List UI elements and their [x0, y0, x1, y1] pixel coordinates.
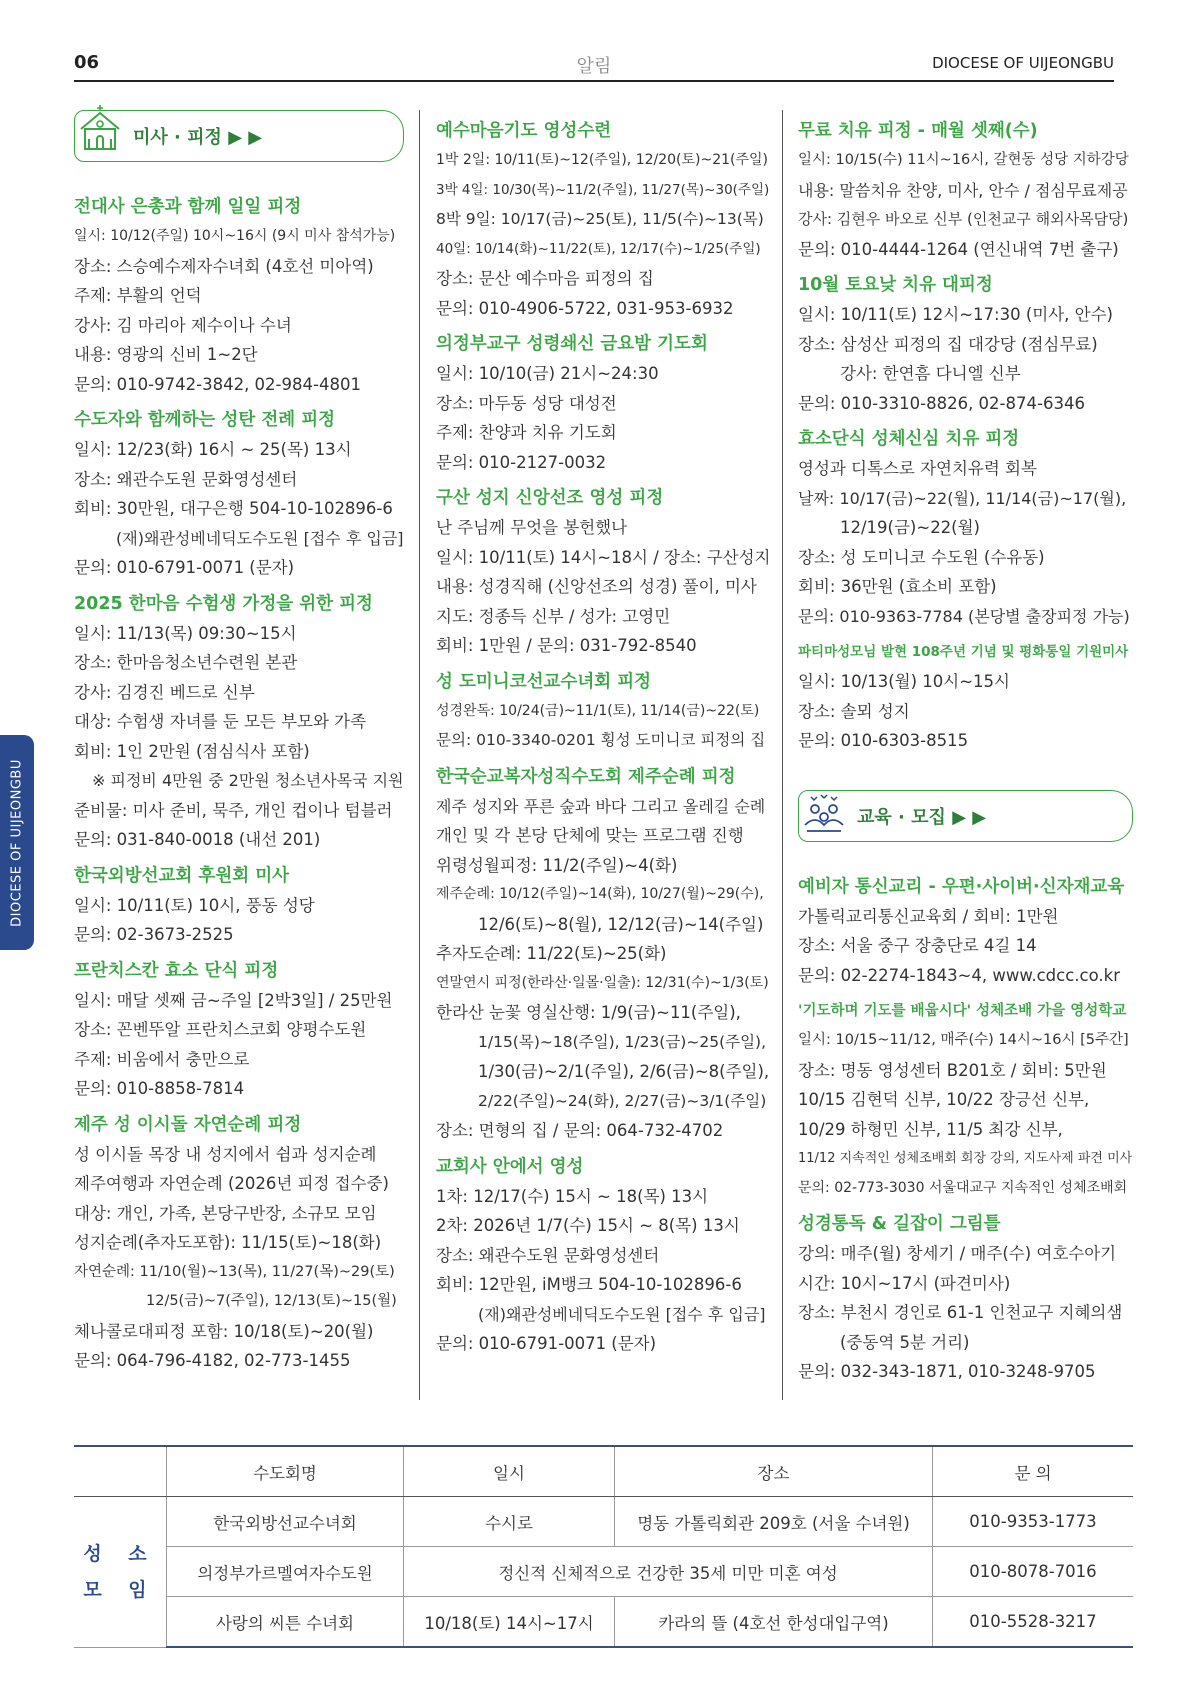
event-detail-line: 문의: 02-773-3030 서울대교구 지속적인 성체조배회 [798, 1179, 1128, 1196]
event-detail-line: 추자도순례: 11/22(토)~25(화) [436, 944, 667, 963]
education-banner-title: 교육 · 모집 ▶ ▶ [857, 806, 987, 828]
page-number: 06 [74, 52, 100, 73]
event-detail-line: 문의: 064-796-4182, 02-773-1455 [74, 1351, 351, 1370]
section-title: 알림 [576, 56, 612, 77]
table-row [74, 1547, 1133, 1597]
event-detail-line: 문의: 010-3310-8826, 02-874-6346 [798, 393, 1085, 413]
event-detail-line: 1/15(목)~18(주일), 1/23(금)~25(주일), [478, 1032, 767, 1051]
event-title: 교회사 안에서 영성 [436, 1156, 584, 1177]
vocation-label-line2: 모 임 [83, 1578, 157, 1601]
event-detail-line: 연말연시 피정(한라산·일몰·일출): 12/31(수)~1/3(토) [436, 974, 769, 991]
side-tab-label: DIOCESE OF UIJEONGBU [9, 758, 25, 927]
event-detail-line: 문의: 010-6791-0071 (문자) [436, 1334, 657, 1353]
event-detail-line: 장소: 왜관수도원 문화영성센터 [436, 1245, 660, 1265]
event-detail-line: 장소: 마두동 성당 대성전 [436, 393, 617, 413]
event-detail-line: 강사: 김 마리아 제수이나 수녀 [74, 315, 292, 335]
event-detail-line: 회비: 30만원, 대구은행 504-10-102896-6 [74, 499, 393, 518]
education-banner [798, 790, 1133, 842]
event-detail-line: 문의: 010-2127-0032 [436, 452, 607, 472]
event-detail-line: 장소: 부천시 경인로 61-1 인천교구 지혜의샘 [798, 1303, 1123, 1322]
column-3-entries-education [798, 872, 1133, 1387]
event-detail-line: 개인 및 각 본당 단체에 맞는 프로그램 진행 [436, 826, 744, 845]
event-detail-line: 회비: 36만원 (효소비 포함) [798, 577, 997, 596]
row-name: 한국외방선교수녀회 [167, 1497, 404, 1547]
event-detail-line: 문의: 010-6791-0071 (문자) [74, 558, 295, 577]
event-detail-line: 성경완독: 10/24(금)~11/1(토), 11/14(금)~22(토) [436, 702, 760, 719]
column-1 [74, 110, 404, 1376]
event-detail-line: 문의: 02-3673-2525 [74, 925, 234, 944]
event-title: 성 도미니코선교수녀회 피정 [436, 671, 652, 692]
event-detail-line: 날짜: 10/17(금)~22(월), 11/14(금)~17(월), [798, 488, 1127, 508]
row-date: 10/18(토) 14시~17시 [404, 1597, 615, 1648]
row-date: 수시로 [404, 1497, 615, 1547]
event-detail-line: 회비: 12만원, iM뱅크 504-10-102896-6 [436, 1275, 742, 1294]
event-detail-line: 문의: 031-840-0018 (내선 201) [74, 830, 321, 849]
event-detail-line: 난 주님께 무엇을 봉헌했나 [436, 518, 628, 537]
table-header-name: 수도회명 [167, 1446, 404, 1497]
table-header-row [74, 1446, 1133, 1497]
event-detail-line: 12/5(금)~7(주일), 12/13(토)~15(월) [146, 1293, 397, 1309]
event-detail-line: 문의: 010-9363-7784 (본당별 출장피정 가능) [798, 606, 1130, 626]
event-title: '기도하며 기도를 배웁시다' 성체조배 가을 영성학교 [798, 1003, 1127, 1019]
row-contact: 010-9353-1773 [933, 1497, 1134, 1547]
event-detail-line: 1차: 12/17(수) 15시 ~ 18(목) 13시 [436, 1186, 709, 1206]
event-detail-line: 일시: 10/11(토) 14시~18시 / 장소: 구산성지 [436, 547, 771, 567]
row-name: 사랑의 씨튼 수녀회 [167, 1597, 404, 1648]
event-detail-line: 강사: 김경진 베드로 신부 [74, 682, 255, 702]
column-2-entries [436, 116, 770, 1359]
event-detail-line: 일시: 10/12(주일) 10시~16시 (9시 미사 참석가능) [74, 228, 396, 244]
table-header-corner [74, 1446, 167, 1497]
event-title: 수도자와 함께하는 성탄 전례 피정 [74, 410, 336, 430]
event-detail-line: 성 이시돌 목장 내 성지에서 쉼과 성지순례 [74, 1144, 377, 1164]
event-detail-line: 문의: 010-9742-3842, 02-984-4801 [74, 374, 361, 394]
event-detail-line: 장소: 삼성산 피정의 집 대강당 (점심무료) [798, 334, 1098, 354]
event-detail-line: (중동역 5분 거리) [840, 1332, 970, 1352]
event-detail-line: 2차: 2026년 1/7(수) 15시 ~ 8(목) 13시 [436, 1216, 740, 1235]
event-detail-line: 제주순례: 10/12(주일)~14(화), 10/27(월)~29(수), [436, 886, 764, 902]
event-detail-line: 가톨릭교리통신교육회 / 회비: 1만원 [798, 906, 1059, 926]
event-detail-line: 한라산 눈꽃 영실산행: 1/9(금)~11(주일), [436, 1003, 741, 1022]
event-detail-line: 장소: 스승예수제자수녀회 (4호선 미아역) [74, 256, 374, 276]
event-detail-line: 문의: 010-4906-5722, 031-953-6932 [436, 298, 734, 318]
event-detail-line: 10/15 김현덕 신부, 10/22 장긍선 신부, [798, 1090, 1090, 1109]
event-detail-line: 회비: 1만원 / 문의: 031-792-8540 [436, 636, 697, 655]
event-detail-line: 준비물: 미사 준비, 묵주, 개인 컵이나 텀블러 [74, 800, 393, 820]
event-detail-line: 10/29 하형민 신부, 11/5 최강 신부, [798, 1119, 1063, 1139]
table-header-place: 장소 [615, 1446, 933, 1497]
table-row [74, 1497, 1133, 1547]
event-detail-line: 일시: 10/15(수) 11시~16시, 갈현동 성당 지하강당 [798, 152, 1129, 168]
diocese-title: DIOCESE OF UIJEONGBU [932, 54, 1114, 72]
event-detail-line: 체나콜로대피정 포함: 10/18(토)~20(월) [74, 1321, 374, 1341]
event-detail-line: 강사: 김현우 바오로 신부 (인천교구 해외사목담당) [798, 210, 1129, 228]
event-detail-line: 40일: 10/14(화)~11/22(토), 12/17(수)~1/25(주일) [436, 240, 761, 257]
row-place: 카라의 뜰 (4호선 한성대입구역) [615, 1597, 933, 1648]
event-detail-line: 대상: 수험생 자녀를 둔 모든 부모와 가족 [74, 712, 367, 731]
event-detail-line: 내용: 성경직해 (신앙선조의 성경) 풀이, 미사 [436, 577, 757, 596]
event-title: 한국외방선교회 후원회 미사 [74, 865, 290, 886]
event-title: 구산 성지 신앙선조 영성 피정 [436, 488, 664, 508]
row-contact: 010-8078-7016 [933, 1547, 1134, 1597]
event-detail-line: 회비: 1인 2만원 (점심식사 포함) [74, 741, 310, 761]
vocation-label [74, 1497, 167, 1648]
event-detail-line: 문의: 010-3340-0201 횡성 도미니코 피정의 집 [436, 731, 766, 749]
event-detail-line: 장소: 솔뫼 성지 [798, 701, 910, 721]
vocation-label-line1: 성 소 [83, 1542, 157, 1565]
event-detail-line: 장소: 한마음청소년수련원 본관 [74, 653, 298, 672]
event-title: 2025 한마음 수험생 가정을 위한 피정 [74, 593, 373, 614]
event-title: 제주 성 이시돌 자연순례 피정 [74, 1114, 302, 1135]
event-detail-line: 장소: 문산 예수마음 피정의 집 [436, 269, 654, 288]
event-detail-line: 대상: 개인, 가족, 본당구반장, 소규모 모임 [74, 1203, 377, 1223]
event-title: 전대사 은총과 함께 일일 피정 [74, 197, 302, 217]
event-detail-line: 문의: 010-4444-1264 (연신내역 7번 출구) [798, 239, 1119, 259]
event-detail-line: 주제: 비움에서 충만으로 [74, 1049, 250, 1069]
event-detail-line: 내용: 말씀치유 찬양, 미사, 안수 / 점심무료제공 [798, 180, 1128, 200]
event-detail-line: 주제: 부활의 언덕 [74, 286, 202, 305]
page-header [74, 52, 1114, 82]
event-detail-line: (재)왜관성베네딕도수도원 [접수 후 입금] [116, 528, 404, 548]
event-detail-line: 3박 4일: 10/30(목)~11/2(주일), 11/27(목)~30(주일) [436, 181, 770, 198]
event-detail-line: 일시: 10/10(금) 21시~24:30 [436, 364, 659, 383]
row-name: 의정부가르멜여자수도원 [167, 1547, 404, 1597]
event-title: 예비자 통신교리 - 우편·사이버·신자재교육 [798, 876, 1125, 897]
event-detail-line: 12/19(금)~22(월) [840, 518, 980, 537]
event-detail-line: 성지순례(추자도포함): 11/15(토)~18(화) [74, 1233, 382, 1252]
event-detail-line: 시간: 10시~17시 (파견미사) [798, 1273, 1011, 1293]
mass-retreat-banner-title: 미사 · 피정 ▶ ▶ [133, 127, 263, 148]
column-3 [798, 110, 1133, 1387]
event-detail-line: 제주 성지와 푸른 숲과 바다 그리고 올레길 순례 [436, 796, 766, 816]
event-title: 예수마음기도 영성수련 [436, 121, 612, 141]
event-detail-line: 강사: 한연흠 다니엘 신부 [840, 364, 1021, 383]
event-detail-line: 위령성월피정: 11/2(주일)~4(화) [436, 855, 678, 875]
event-detail-line: 문의: 010-6303-8515 [798, 731, 969, 750]
event-detail-line: 자연순례: 11/10(월)~13(목), 11/27(목)~29(토) [74, 1263, 395, 1280]
event-detail-line: ※ 피정비 4만원 중 2만원 청소년사목국 지원 [92, 771, 404, 790]
event-detail-line: 장소: 왜관수도원 문화영성센터 [74, 469, 298, 489]
event-title: 10월 토요낮 치유 대피정 [798, 275, 993, 295]
row-contact: 010-5528-3217 [933, 1597, 1134, 1648]
event-detail-line: 장소: 명동 영성센터 B201호 / 회비: 5만원 [798, 1060, 1107, 1080]
event-title: 의정부교구 성령쇄신 금요밤 기도회 [436, 334, 708, 354]
event-detail-line: 장소: 성 도미니코 수도원 (수유동) [798, 547, 1045, 567]
event-detail-line: 장소: 꼰벤뚜알 프란치스코회 양평수도원 [74, 1020, 367, 1039]
mass-retreat-banner [74, 110, 404, 162]
event-detail-line: (재)왜관성베네딕도수도원 [접수 후 입금] [478, 1304, 766, 1324]
column-divider [782, 110, 783, 1400]
event-detail-line: 일시: 12/23(화) 16시 ~ 25(목) 13시 [74, 440, 352, 459]
row-place: 명동 가톨릭회관 209호 (서울 수녀원) [615, 1497, 933, 1547]
table-header-date: 일시 [404, 1446, 615, 1497]
group-people-icon [801, 785, 847, 837]
event-title: 성경통독 & 길잡이 그림틀 [798, 1214, 1001, 1234]
event-detail-line: 일시: 10/11(토) 10시, 풍동 성당 [74, 895, 315, 915]
event-detail-line: 지도: 정종득 신부 / 성가: 고영민 [436, 606, 671, 626]
event-detail-line: 영성과 디톡스로 자연치유력 회복 [798, 459, 1037, 478]
event-detail-line: 문의: 032-343-1871, 010-3248-9705 [798, 1362, 1096, 1381]
column-divider [419, 110, 420, 1400]
event-detail-line: 일시: 매달 셋째 금~주일 [2박3일] / 25만원 [74, 990, 393, 1010]
event-detail-line: 제주여행과 자연순례 (2026년 피정 접수중) [74, 1174, 389, 1193]
event-title: 무료 치유 피정 - 매월 셋째(수) [798, 121, 1038, 141]
side-tab [0, 735, 34, 950]
event-detail-line: 강의: 매주(월) 창세기 / 매주(수) 여호수아기 [798, 1244, 1117, 1263]
event-detail-line: 1박 2일: 10/11(토)~12(주일), 12/20(토)~21(주일) [436, 152, 769, 168]
event-detail-line: 장소: 면형의 집 / 문의: 064-732-4702 [436, 1121, 724, 1140]
row-merged-info: 정신적 신체적으로 건강한 35세 미만 미혼 여성 [404, 1547, 933, 1597]
table-row [74, 1597, 1133, 1648]
event-detail-line: 내용: 영광의 신비 1~2단 [74, 345, 258, 364]
event-title: 한국순교복자성직수도회 제주순례 피정 [436, 766, 736, 787]
event-detail-line: 일시: 10/11(토) 12시~17:30 (미사, 안수) [798, 305, 1113, 324]
vocation-meetings-table [74, 1445, 1133, 1648]
event-detail-line: 1/30(금)~2/1(주일), 2/6(금)~8(주일), [478, 1062, 770, 1081]
event-detail-line: 문의: 010-8858-7814 [74, 1079, 245, 1098]
column-3-entries-retreat [798, 116, 1133, 756]
event-title: 파티마성모님 발현 108주년 기념 및 평화통일 기원미사 [798, 644, 1129, 660]
column-2 [436, 110, 770, 1359]
event-detail-line: 일시: 10/15~11/12, 매주(수) 14시~16시 [5주간] [798, 1032, 1129, 1048]
event-title: 프란치스칸 효소 단식 피정 [74, 960, 279, 981]
event-detail-line: 일시: 11/13(목) 09:30~15시 [74, 623, 297, 643]
event-detail-line: 8박 9일: 10/17(금)~25(토), 11/5(수)~13(목) [436, 210, 764, 228]
event-detail-line: 일시: 10/13(월) 10시~15시 [798, 672, 1010, 691]
event-detail-line: 12/6(토)~8(월), 12/12(금)~14(주일) [478, 914, 764, 934]
church-icon [77, 105, 123, 157]
table-header-contact: 문 의 [933, 1446, 1134, 1497]
event-detail-line: 11/12 지속적인 성체조배회 회장 강의, 지도사제 파견 미사 [798, 1151, 1133, 1166]
event-detail-line: 2/22(주일)~24(화), 2/27(금)~3/1(주일) [478, 1091, 767, 1110]
event-title: 효소단식 성체신심 치유 피정 [798, 429, 1020, 449]
event-detail-line: 문의: 02-2274-1843~4, www.cdcc.co.kr [798, 965, 1120, 985]
column-1-entries [74, 192, 404, 1376]
event-detail-line: 장소: 서울 중구 장충단로 4길 14 [798, 936, 1037, 955]
event-detail-line: 주제: 찬양과 치유 기도회 [436, 423, 617, 442]
